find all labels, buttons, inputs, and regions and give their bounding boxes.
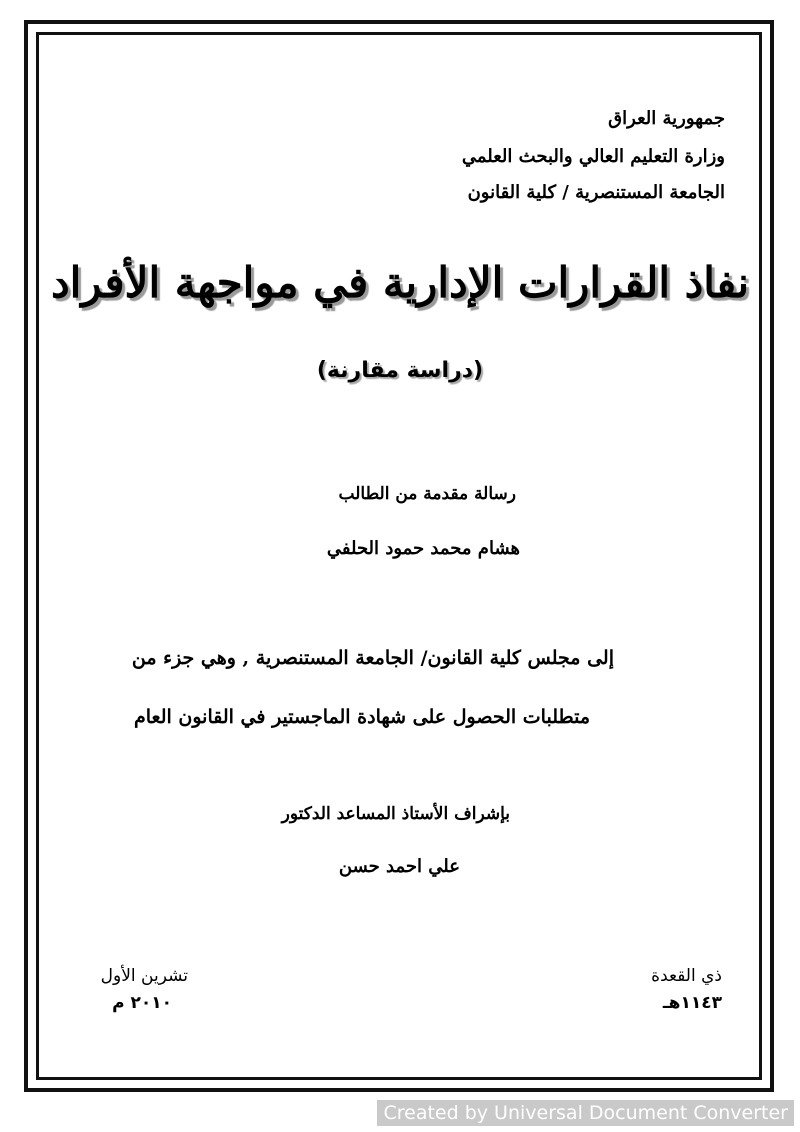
submission-purpose-line1: إلى مجلس كلية القانون/ الجامعة المستنصرية , وهي جزء من bbox=[131, 647, 614, 669]
thesis-subtitle: (دراسة مقارنة) bbox=[316, 358, 484, 383]
converter-watermark: Created by Universal Document Converter bbox=[377, 1100, 794, 1126]
submission-purpose-line2: متطلبات الحصول على شهادة الماجستير في القانون العام bbox=[134, 706, 590, 728]
country-name: جمهورية العراق bbox=[608, 108, 725, 129]
supervision-label: بإشراف الأستاذ المساعد الدكتور bbox=[281, 804, 510, 824]
student-name: هشام محمد حمود الحلفي bbox=[326, 538, 520, 559]
gregorian-month: تشرين الأول bbox=[100, 966, 188, 986]
hijri-month: ذي القعدة bbox=[651, 966, 722, 986]
gregorian-year: ٢٠١٠ م bbox=[112, 993, 172, 1013]
supervisor-name: علي احمد حسن bbox=[338, 856, 460, 877]
thesis-title: نفاذ القرارات الإدارية في مواجهة الأفراد bbox=[50, 258, 750, 307]
university-college: الجامعة المستنصرية / كلية القانون bbox=[467, 182, 725, 203]
submission-intro: رسالة مقدمة من الطالب bbox=[338, 484, 516, 504]
ministry-name: وزارة التعليم العالي والبحث العلمي bbox=[461, 146, 725, 167]
hijri-year: ١١٤٣هـ bbox=[662, 993, 722, 1013]
